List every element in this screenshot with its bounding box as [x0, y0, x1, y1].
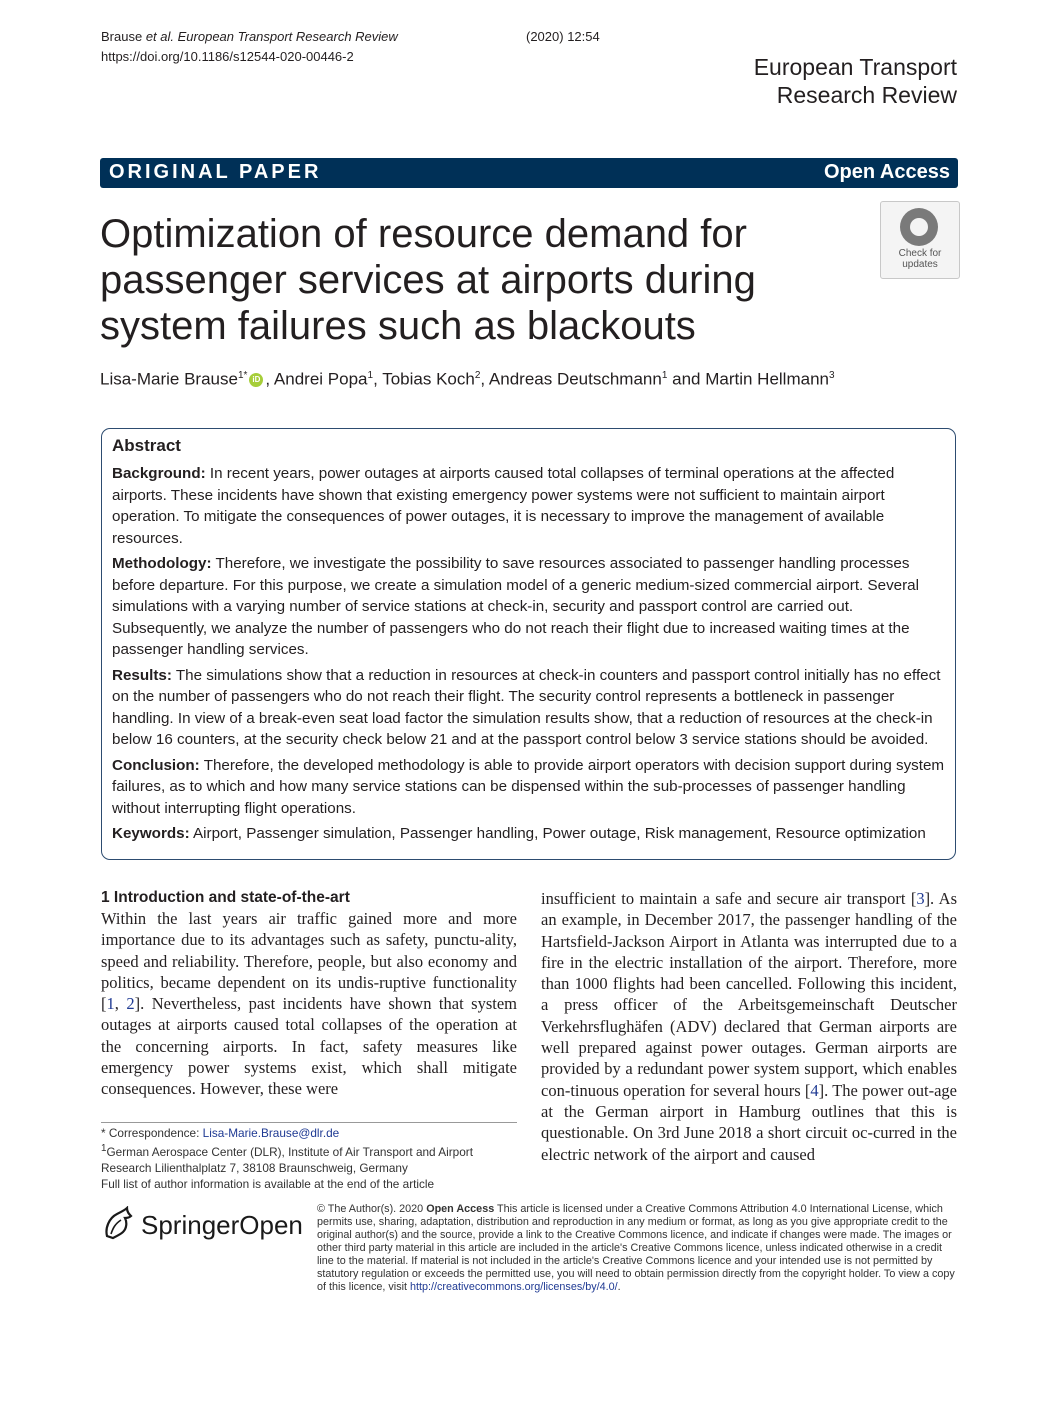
background-text: In recent years, power outages at airports caused total collapses of terminal operations at the affected airports. These incidents have shown that existing emergency power systems were not sufficient to maintain airport operation. To mitigate the consequences of power outages, it is necessary to improve the management of available resources. [112, 465, 895, 547]
body-column-left [101, 888, 517, 1100]
license-body: This article is licensed under a Creative Commons Attribution 4.0 International License, which permits use, sharing, adaptation, distribution and reproduction in any medium or format, as long as you give appropriate credit to the original author(s) and the source, provide a link to the Creative Commons licence, and indicate if changes were made. The images or other third party material in this article are included in the article's Creative Commons licence, unless indicated otherwise in a credit line to the material. If material is not included in the article's Creative Commons licence and your intended use is not permitted by statutory regulation or exceeds the permitted use, you will need to obtain permission directly from the copyright holder. To view a copy of this licence, visit [317, 1203, 955, 1293]
correspondence-email-link[interactable]: Lisa-Marie.Brause@dlr.de [202, 1126, 340, 1140]
text-run: Within the last years air traffic gained more and more importance due to its advantages such as safety, punctu-ality, speed and reliability. Therefore, people, but also economy and politics, became dependent on its undis-ruptive functionality [ [101, 909, 517, 1014]
journal-name [754, 53, 957, 109]
citation-line [101, 27, 600, 47]
abstract-conclusion [112, 755, 945, 820]
springer-open-logo [101, 1203, 301, 1248]
open-access-label: Open Access [824, 161, 950, 183]
methodology-label: Methodology: [112, 555, 212, 572]
header-etal: et al. [145, 29, 175, 44]
affiliation-text: German Aerospace Center (DLR), Institute of Air Transport and Airport Research Lilienthalplatz 7, 38108 Braunschweig, Germany [101, 1144, 473, 1175]
abstract-box [101, 428, 956, 860]
text-run: insufficient to maintain a safe and secure air transport [ [541, 889, 917, 908]
conclusion-label: Conclusion: [112, 756, 200, 774]
abstract-background [112, 463, 945, 549]
header-journal: European Transport Research Review [177, 29, 398, 44]
keywords-label: Keywords: [112, 825, 190, 842]
author-name[interactable]: Andreas Deutschmann [488, 369, 662, 389]
abstract-methodology [112, 553, 945, 661]
author-list: Lisa-Marie Brause$^{1*}$ iD , Andrei Popa$^1$, Tobias Koch$^2$, Andreas Deutschmann$^1$ and Martin Hellmann$^3$ [100, 369, 835, 389]
correspondence-label: * Correspondence: [101, 1126, 203, 1140]
check-updates-icon [900, 208, 938, 246]
author-affil: 1* [237, 370, 248, 381]
footnote-divider [101, 1122, 517, 1123]
results-label: Results: [112, 666, 172, 684]
abstract-results [112, 665, 945, 751]
license-text [317, 1203, 957, 1294]
author-name[interactable]: Martin Hellmann [705, 369, 829, 389]
abstract-heading: Abstract [112, 436, 181, 455]
publisher-name-a: Springer [141, 1210, 240, 1240]
author-affil: 3 [828, 370, 835, 381]
abstract-keywords [112, 823, 945, 845]
publisher-name-b: Open [239, 1210, 303, 1240]
text-run: ]. As an example, in December 2017, the passenger handling of the Hartsfield-Jackson Airport in Atlanta was interrupted due to a fire in the electric installation of the airport. Therefore, more than 1000 flights had been cancelled. Following this incident, a press officer of the Arbeitsgemeinschaft Deutscher Verkehrsflughäfen (ADV) declared that German airports are well prepared against power outages. German airports are provided by a redundant power system support, which enables con-tinuous operation for several hours [ [541, 889, 957, 1100]
text-run: ]. The power out-age at the German airport in Hamburg outlines that this is questionable. On 3rd June 2018 a short circuit oc-curred in the electric network of the airport and caused [541, 1080, 957, 1164]
springer-horse-icon [101, 1206, 135, 1242]
running-header [101, 27, 600, 67]
article-type: ORIGINAL PAPER [109, 161, 322, 183]
journal-line-2: Research Review [776, 82, 957, 108]
license-open-access: Open Access [426, 1203, 495, 1215]
header-author: Brause [101, 29, 143, 44]
header-year-volume: (2020) 12:54 [526, 29, 600, 44]
citation-link[interactable]: 2 [126, 994, 135, 1014]
author-name[interactable]: Lisa-Marie Brause [100, 369, 238, 389]
intro-paragraph-2 [541, 888, 957, 1165]
affiliation-sup: 1 [101, 1143, 107, 1154]
citation-link[interactable]: 4 [810, 1080, 819, 1100]
check-updates-line-2: updates [902, 259, 938, 270]
license-url-link[interactable]: http://creativecommons.org/licenses/by/4.0/ [410, 1281, 618, 1293]
citation-link[interactable]: 1 [106, 994, 115, 1014]
author-affil: 1 [367, 370, 374, 381]
author-name[interactable]: Tobias Koch [382, 369, 475, 389]
text-run: ]. Nevertheless, past incidents have shown that system outages at airports caused total collapses of the operation at the concerning airports. In fact, safety measures like emergency power systems exist, which shall mitigate consequences. However, these were [101, 994, 518, 1099]
methodology-text: Therefore, we investigate the possibility to save resources associated to passenger handling processes before departure. For this purpose, we create a simulation model of a generic medium-sized commercial airport. Several simulations with a varying number of service stations at check-in, security and passport control are carried out. Subsequently, we analyze the number of passengers who do not reach their flight due to increased waiting times at the passenger handling services. [112, 555, 919, 658]
citation-link[interactable]: 3 [916, 889, 925, 908]
paper-title: Optimization of resource demand for passenger services at airports during system failures such as blackouts [100, 212, 756, 348]
journal-line-1: European Transport [753, 54, 957, 80]
keywords-text: Airport, Passenger simulation, Passenger handling, Power outage, Risk management, Resource optimization [189, 825, 926, 842]
check-updates-text [881, 248, 959, 270]
check-for-updates-badge[interactable] [880, 201, 960, 279]
conclusion-text: Therefore, the developed methodology is able to provide airport operators with decision support during system failures, as to which and how many service stations can be dispensed within the sub-processes of passenger handling without interrupting flight operations. [112, 756, 945, 817]
license-end: . [617, 1281, 621, 1293]
orcid-icon[interactable]: iD [249, 373, 263, 387]
author-name[interactable]: Andrei Popa [273, 369, 368, 389]
correspondence-line [101, 1125, 517, 1141]
header-doi[interactable]: https://doi.org/10.1186/s12544-020-00446-2 [101, 49, 354, 64]
section-heading: 1 Introduction and state-of-the-art [101, 889, 350, 906]
author-affil: 1 [661, 370, 668, 381]
author-affil: 2 [474, 370, 481, 381]
license-copyright: © The Author(s). 2020 [317, 1203, 427, 1215]
article-type-banner [100, 158, 958, 188]
background-label: Background: [112, 465, 206, 482]
check-updates-line-1: Check for [898, 248, 942, 259]
full-list-note: Full list of author information is available at the end of the article [101, 1176, 435, 1191]
results-text: The simulations show that a reduction in resources at check-in counters and passport control initially has no effect on the number of passengers who do not reach their flight. The security control represents a bottleneck in passenger handling. In view of a break-even seat load factor the simulation results show, that a reduction of resources at the check-in below 16 counters, at the security check below 21 and at the passport control below 3 service stations should be avoided. [112, 666, 941, 748]
affiliation-line [101, 1141, 517, 1176]
footnotes [101, 1125, 517, 1192]
springer-open-wordmark [141, 1209, 303, 1241]
body-column-right [541, 888, 957, 1165]
text-run: , [114, 994, 127, 1014]
intro-paragraph-1 [101, 908, 517, 1100]
